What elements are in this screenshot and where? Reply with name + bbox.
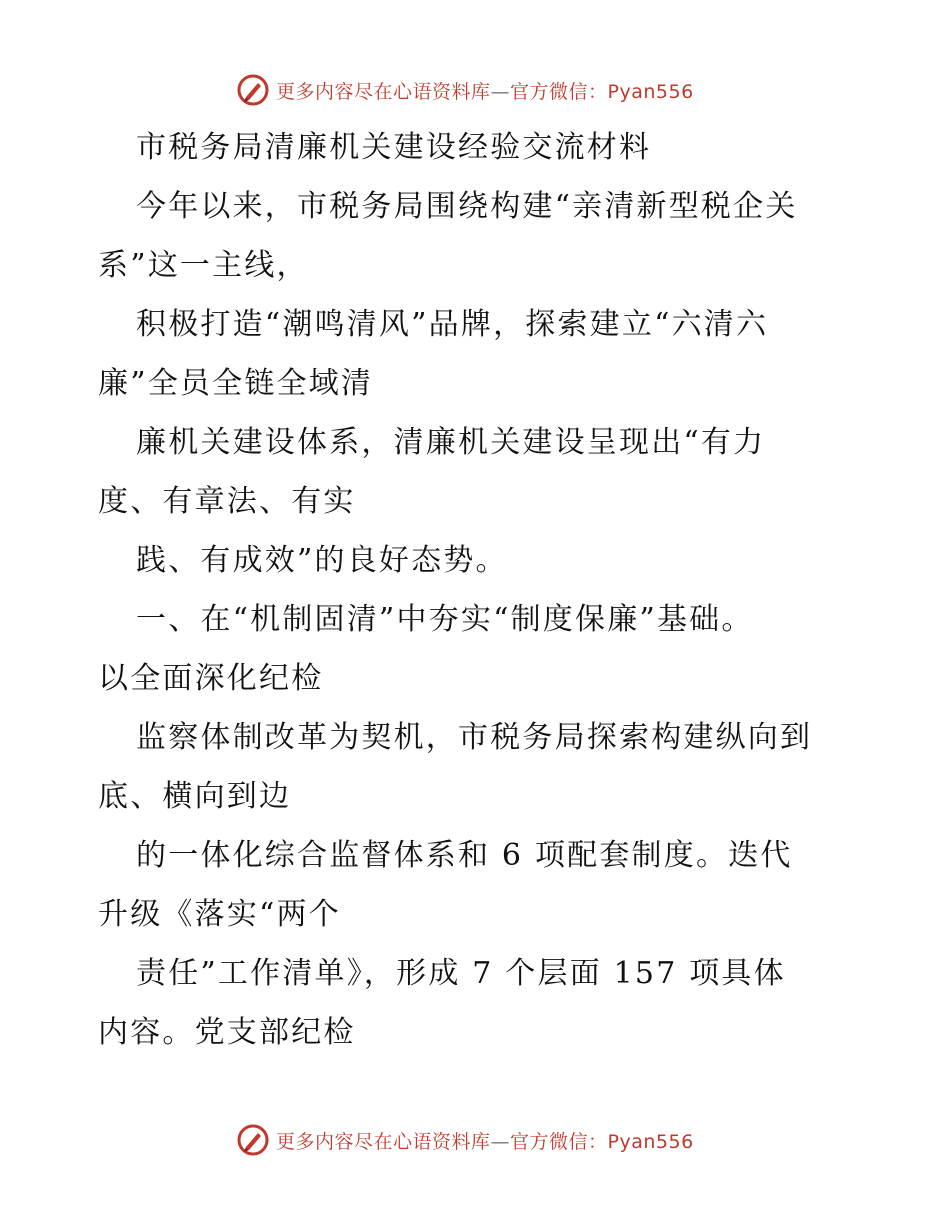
red-pen-seal-icon [236,1123,270,1157]
paragraph-line: 责任”工作清单》，形成 7 个层面 157 项具体 [136,956,786,991]
footer-watermark [236,1123,694,1157]
watermark-separator: — [490,1130,511,1153]
watermark-separator: — [490,80,511,103]
paragraph-line: 廉”全员全链全域清 [98,366,374,401]
paragraph-line: 内容。党支部纪检 [98,1015,356,1050]
paragraph-line: 监察体制改革为契机，市税务局探索构建纵向到 [136,720,813,755]
paragraph-line: 底、横向到边 [98,779,292,814]
document-body [98,118,858,1062]
paragraph-line: 廉机关建设体系，清廉机关建设呈现出“有力 [136,425,766,460]
paragraph-line: 今年以来，市税务局围绕构建“亲清新型税企关 [136,189,798,224]
paragraph-line: 的一体化综合监督体系和 6 项配套制度。迭代 [136,838,793,873]
watermark-brand-text: 更多内容尽在心语资料库 [276,1130,491,1153]
paragraph-line: 积极打造“潮鸣清风”品牌，探索建立“六清六 [136,307,769,342]
paragraph-line: 度、有章法、有实 [98,484,356,519]
watermark-brand-text: 更多内容尽在心语资料库 [276,80,491,103]
paragraph-line: 以全面深化纪检 [98,661,324,696]
watermark-wechat-text: 官方微信：Pyan556 [510,1130,694,1153]
paragraph-line: 升级《落实“两个 [98,897,341,932]
section-heading-line: 一、在“机制固清”中夯实“制度保廉”基础。 [136,602,754,637]
watermark-wechat-text: 官方微信：Pyan556 [510,80,694,103]
paragraph-line: 践、有成效”的良好态势。 [136,543,508,578]
document-title: 市税务局清廉机关建设经验交流材料 [136,130,652,165]
paragraph-line: 系”这一主线， [98,248,309,283]
red-pen-seal-icon [236,73,270,107]
header-watermark [236,73,694,107]
